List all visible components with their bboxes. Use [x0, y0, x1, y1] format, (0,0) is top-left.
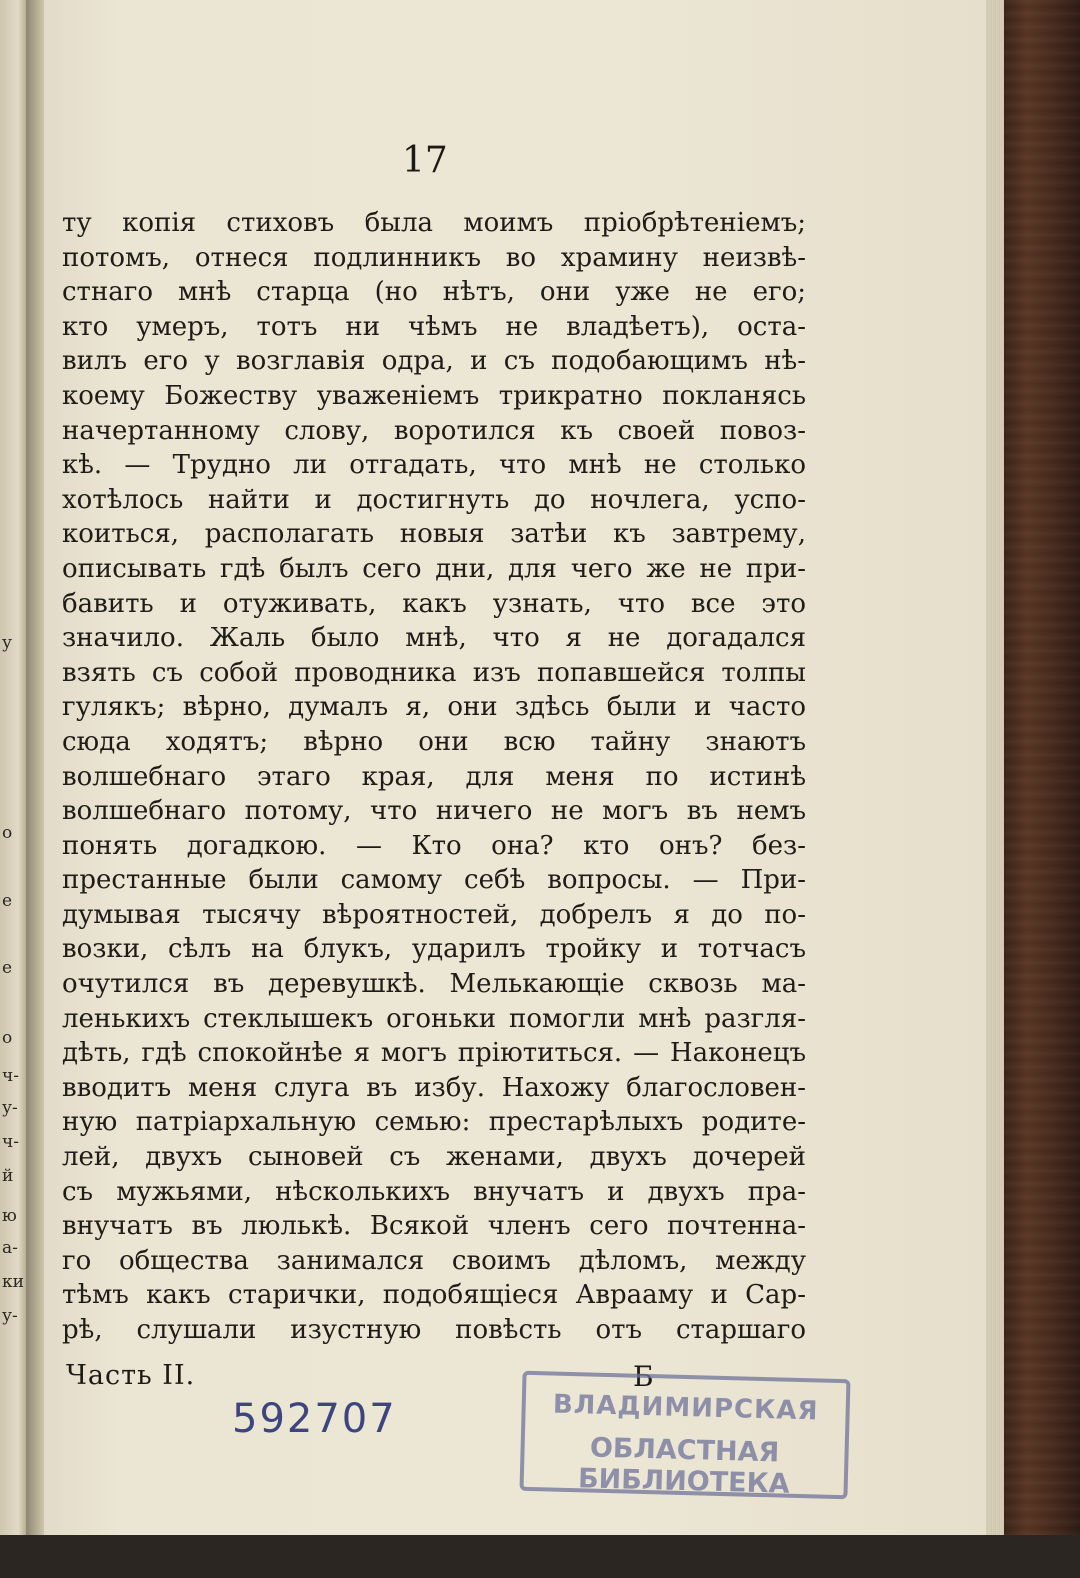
text-line: взять съ собой проводника изъ попавшейся толпы: [62, 657, 806, 688]
text-line: начертанному слову, воротился къ своей повоз-: [62, 415, 806, 446]
page-number: 17: [402, 140, 448, 181]
text-line: рѣ, слушали изустную повѣсть отъ старшаго: [62, 1315, 806, 1345]
text-line: описывать гдѣ былъ сего дни, для чего же не при-: [62, 553, 806, 584]
text-line: волшебнаго этаго края, для меня по истинѣ: [62, 761, 806, 792]
text-line: ленькихъ стеклышекъ огоньки помогли мнѣ разгля-: [62, 1003, 806, 1034]
library-stamp: [519, 1371, 850, 1500]
stamp-line-2: ОБЛАСТНАЯ БИБЛИОТЕКА: [577, 1432, 790, 1500]
facing-page-fragment: ч-: [2, 1066, 19, 1086]
text-line: вводитъ меня слуга въ избу. Нахожу благословен-: [62, 1072, 806, 1103]
page-text: [62, 206, 806, 1348]
text-line: хотѣлось найти и достигнуть до ночлега, успо-: [62, 484, 806, 515]
library-call-number: 592707: [232, 1396, 397, 1442]
text-line: коему Божеству уваженіемъ трикратно покланясь: [62, 380, 806, 411]
text-line: бавить и отуживать, какъ узнать, что все это: [62, 588, 806, 619]
signature-mark: Часть II.: [66, 1360, 196, 1391]
text-line: гулякъ; вѣрно, думалъ я, они здѣсь были и часто: [62, 692, 806, 723]
page-edges: [986, 0, 1004, 1578]
facing-page-fragment: е: [2, 958, 13, 978]
text-line: тѣмъ какъ старички, подобящіеся Аврааму и Сар-: [62, 1280, 806, 1311]
book-gutter: [26, 0, 44, 1578]
text-line: коиться, располагать новыя затѣи къ завтрему,: [62, 519, 806, 550]
facing-page-fragment: у: [2, 633, 13, 653]
facing-page-fragment: й: [2, 1166, 14, 1186]
text-line: съ мужьями, нѣсколькихъ внучатъ и двухъ пра-: [62, 1176, 806, 1207]
text-line: возки, сѣлъ на блукъ, ударилъ тройку и тотчасъ: [62, 934, 806, 965]
facing-page-fragment: у-: [2, 1098, 18, 1118]
text-line: кѣ. — Трудно ли отгадать, что мнѣ не столько: [62, 450, 806, 481]
bottom-shadow: [0, 1535, 1080, 1578]
facing-page-fragment: ки: [2, 1272, 24, 1292]
text-line: ту копія стиховъ была моимъ пріобрѣтеніемъ;: [62, 208, 806, 238]
facing-page-edge: [0, 0, 26, 1578]
text-line: стнаго мнѣ старца (но нѣтъ, они уже не его;: [62, 277, 806, 308]
facing-page-fragment: ю: [2, 1206, 17, 1226]
text-line: го общества занимался своимъ дѣломъ, между: [62, 1245, 806, 1276]
facing-page-fragment: о: [2, 823, 13, 843]
text-line: потомъ, отнеся подлинникъ во храмину неизвѣ-: [62, 242, 806, 273]
text-line: понять догадкою. — Кто она? кто онъ? без-: [62, 830, 806, 861]
text-line: ную патріархальную семью: престарѣлыхъ родите-: [62, 1107, 806, 1138]
text-line: значило. Жаль было мнѣ, что я не догадался: [62, 623, 806, 654]
binding-texture: [1004, 0, 1080, 1578]
text-line: внучатъ въ люлькѣ. Всякой членъ сего почтенна-: [62, 1211, 806, 1242]
text-line: кто умеръ, тотъ ни чѣмъ не владѣетъ), оста-: [62, 311, 806, 342]
text-line: думывая тысячу вѣроятностей, добрелъ я до по-: [62, 899, 806, 930]
facing-page-fragment: о: [2, 1028, 13, 1048]
text-line: вилъ его у возглавія одра, и съ подобающимъ нѣ-: [62, 346, 806, 377]
text-line: дѣть, гдѣ спокойнѣе я могъ пріютиться. — Наконецъ: [62, 1038, 806, 1069]
text-line: престанные были самому себѣ вопросы. — При-: [62, 865, 806, 896]
text-line: лей, двухъ сыновей съ женами, двухъ дочерей: [62, 1142, 806, 1173]
stamp-line-1: ВЛАДИМИРСКАЯ: [552, 1389, 819, 1427]
facing-page-fragment: а-: [2, 1238, 18, 1258]
text-line: волшебнаго потому, что ничего не могъ въ немъ: [62, 796, 806, 827]
text-line: очутился въ деревушкѣ. Мелькающіе сквозь ма-: [62, 969, 806, 1000]
facing-page-fragment: ч-: [2, 1132, 19, 1152]
facing-page-fragment: у-: [2, 1306, 18, 1326]
facing-page-fragment: е: [2, 891, 13, 911]
text-line: сюда ходятъ; вѣрно они всю тайну знаютъ: [62, 726, 806, 757]
signature-letter: Б: [633, 1360, 654, 1393]
